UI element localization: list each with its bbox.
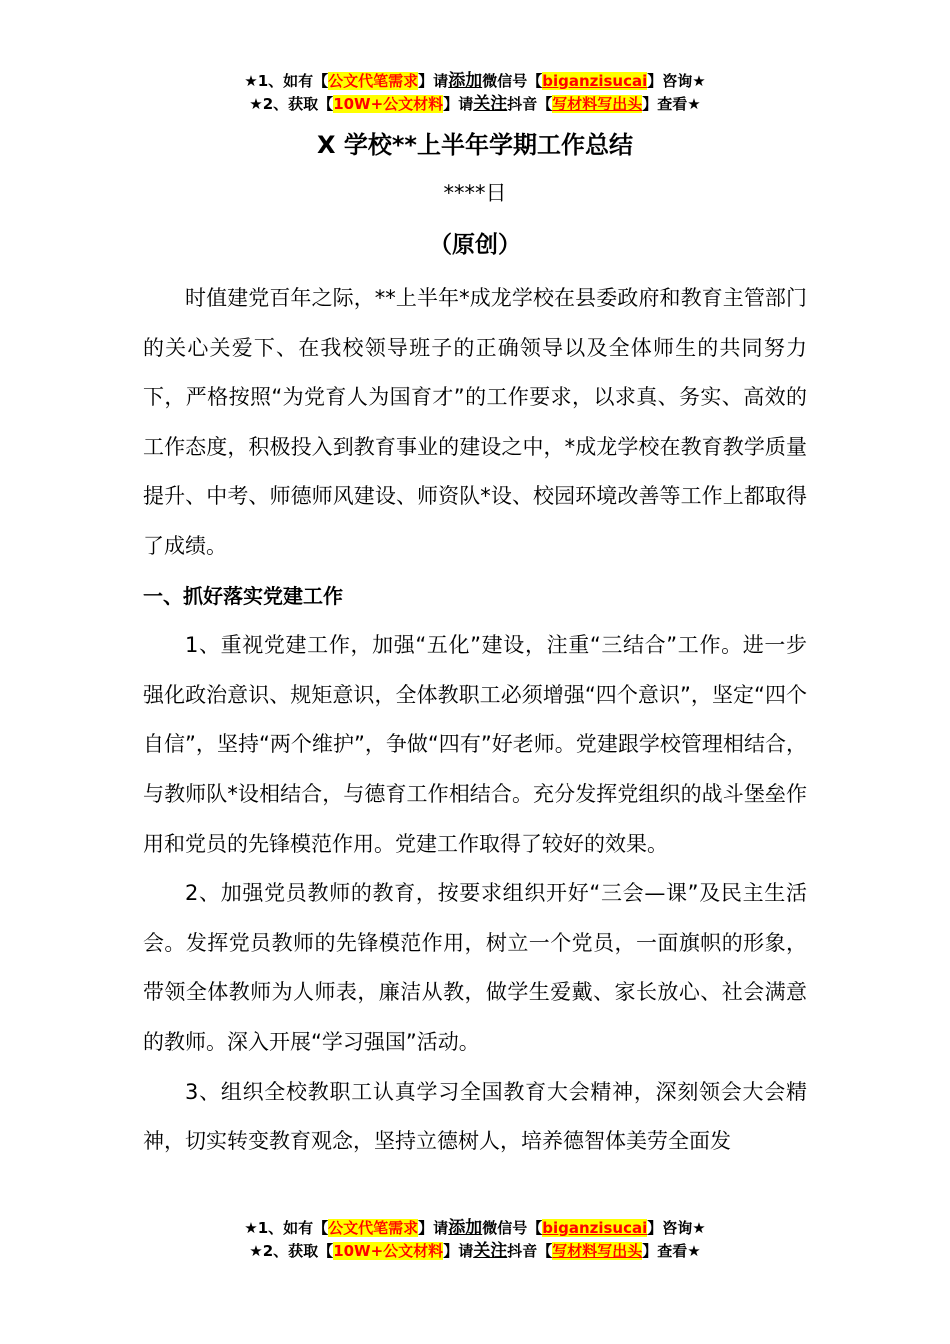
promo-highlight: 10W+公文材料 <box>333 1242 444 1260</box>
promo-text: 抖音【 <box>507 95 553 113</box>
promo-text: ★2、获取【 <box>249 1242 334 1260</box>
promo-text: 】查看★ <box>642 1242 701 1260</box>
promo-wechat-id: biganzisucai <box>542 72 648 90</box>
promo-banner-bottom <box>0 1217 950 1263</box>
section-paragraph: 1、重视党建工作，加强“五化”建设，注重“三结合”工作。进一步强化政治意识、规矩意识，全体教职工必须增强“四个意识”，坚定“四个自信”，坚持“两个维护”，争做“四有”好老师。党建跟学校管理相结合，与教师队*设相结合，与德育工作相结合。充分发挥党组织的战斗堡垒作用和党员的先锋模范作用。党建工作取得了较好的效果。 <box>143 633 807 856</box>
promo-text: ★1、如有【 <box>244 72 329 90</box>
promo-text: ★1、如有【 <box>244 1219 329 1237</box>
section-heading: 一、抓好落实党建工作 <box>143 583 343 608</box>
original-tag: （原创） <box>429 232 521 258</box>
promo-line-1 <box>0 70 950 93</box>
promo-banner-top <box>0 70 950 116</box>
promo-text: 】请 <box>418 1219 449 1237</box>
promo-line-2 <box>0 93 950 116</box>
document-title: X 学校**上半年学期工作总结 <box>317 131 633 159</box>
promo-text: 微信号【 <box>482 1219 543 1237</box>
promo-emphasis: 关注 <box>473 1241 508 1261</box>
promo-line-2 <box>0 1240 950 1263</box>
promo-text: 】请 <box>443 1242 474 1260</box>
promo-emphasis: 关注 <box>473 94 508 114</box>
promo-line-1 <box>0 1217 950 1240</box>
section-paragraph: 3、组织全校教职工认真学习全国教育大会精神，深刻领会大会精神，切实转变教育观念，坚持立德树人，培养德智体美劳全面发 <box>143 1079 807 1154</box>
promo-text: 】请 <box>443 95 474 113</box>
document-body <box>143 274 807 1167</box>
promo-highlight: 10W+公文材料 <box>333 95 444 113</box>
promo-emphasis: 添加 <box>448 71 483 91</box>
promo-douyin-id: 写材料写出头 <box>552 95 643 113</box>
document-date: ****日 <box>443 181 507 205</box>
promo-text: 抖音【 <box>507 1242 553 1260</box>
intro-paragraph: 时值建党百年之际，**上半年*成龙学校在县委政府和教育主管部门的关心关爱下、在我校领导班子的正确领导以及全体师生的共同努力下，严格按照“为党育人为国育才”的工作要求，以求真、务实、高效的工作态度，积极投入到教育事业的建设之中，*成龙学校在教育教学质量提升、中考、师德师风建设、师资队*设、校园环境改善等工作上都取得了成绩。 <box>143 286 807 558</box>
promo-text: ★2、获取【 <box>249 95 334 113</box>
promo-text: 】咨询★ <box>647 1219 706 1237</box>
promo-wechat-id: biganzisucai <box>542 1219 648 1237</box>
promo-text: 】咨询★ <box>647 72 706 90</box>
promo-emphasis: 添加 <box>448 1218 483 1238</box>
promo-highlight: 公文代笔需求 <box>328 72 419 90</box>
promo-text: 】请 <box>418 72 449 90</box>
section-paragraph: 2、加强党员教师的教育，按要求组织开好“三会—课”及民主生活会。发挥党员教师的先锋模范作用，树立一个党员，一面旗帜的形象，带领全体教师为人师表，廉洁从教，做学生爱戴、家长放心、社会满意的教师。深入开展“学习强国”活动。 <box>143 881 807 1054</box>
promo-text: 】查看★ <box>642 95 701 113</box>
promo-douyin-id: 写材料写出头 <box>552 1242 643 1260</box>
promo-highlight: 公文代笔需求 <box>328 1219 419 1237</box>
promo-text: 微信号【 <box>482 72 543 90</box>
